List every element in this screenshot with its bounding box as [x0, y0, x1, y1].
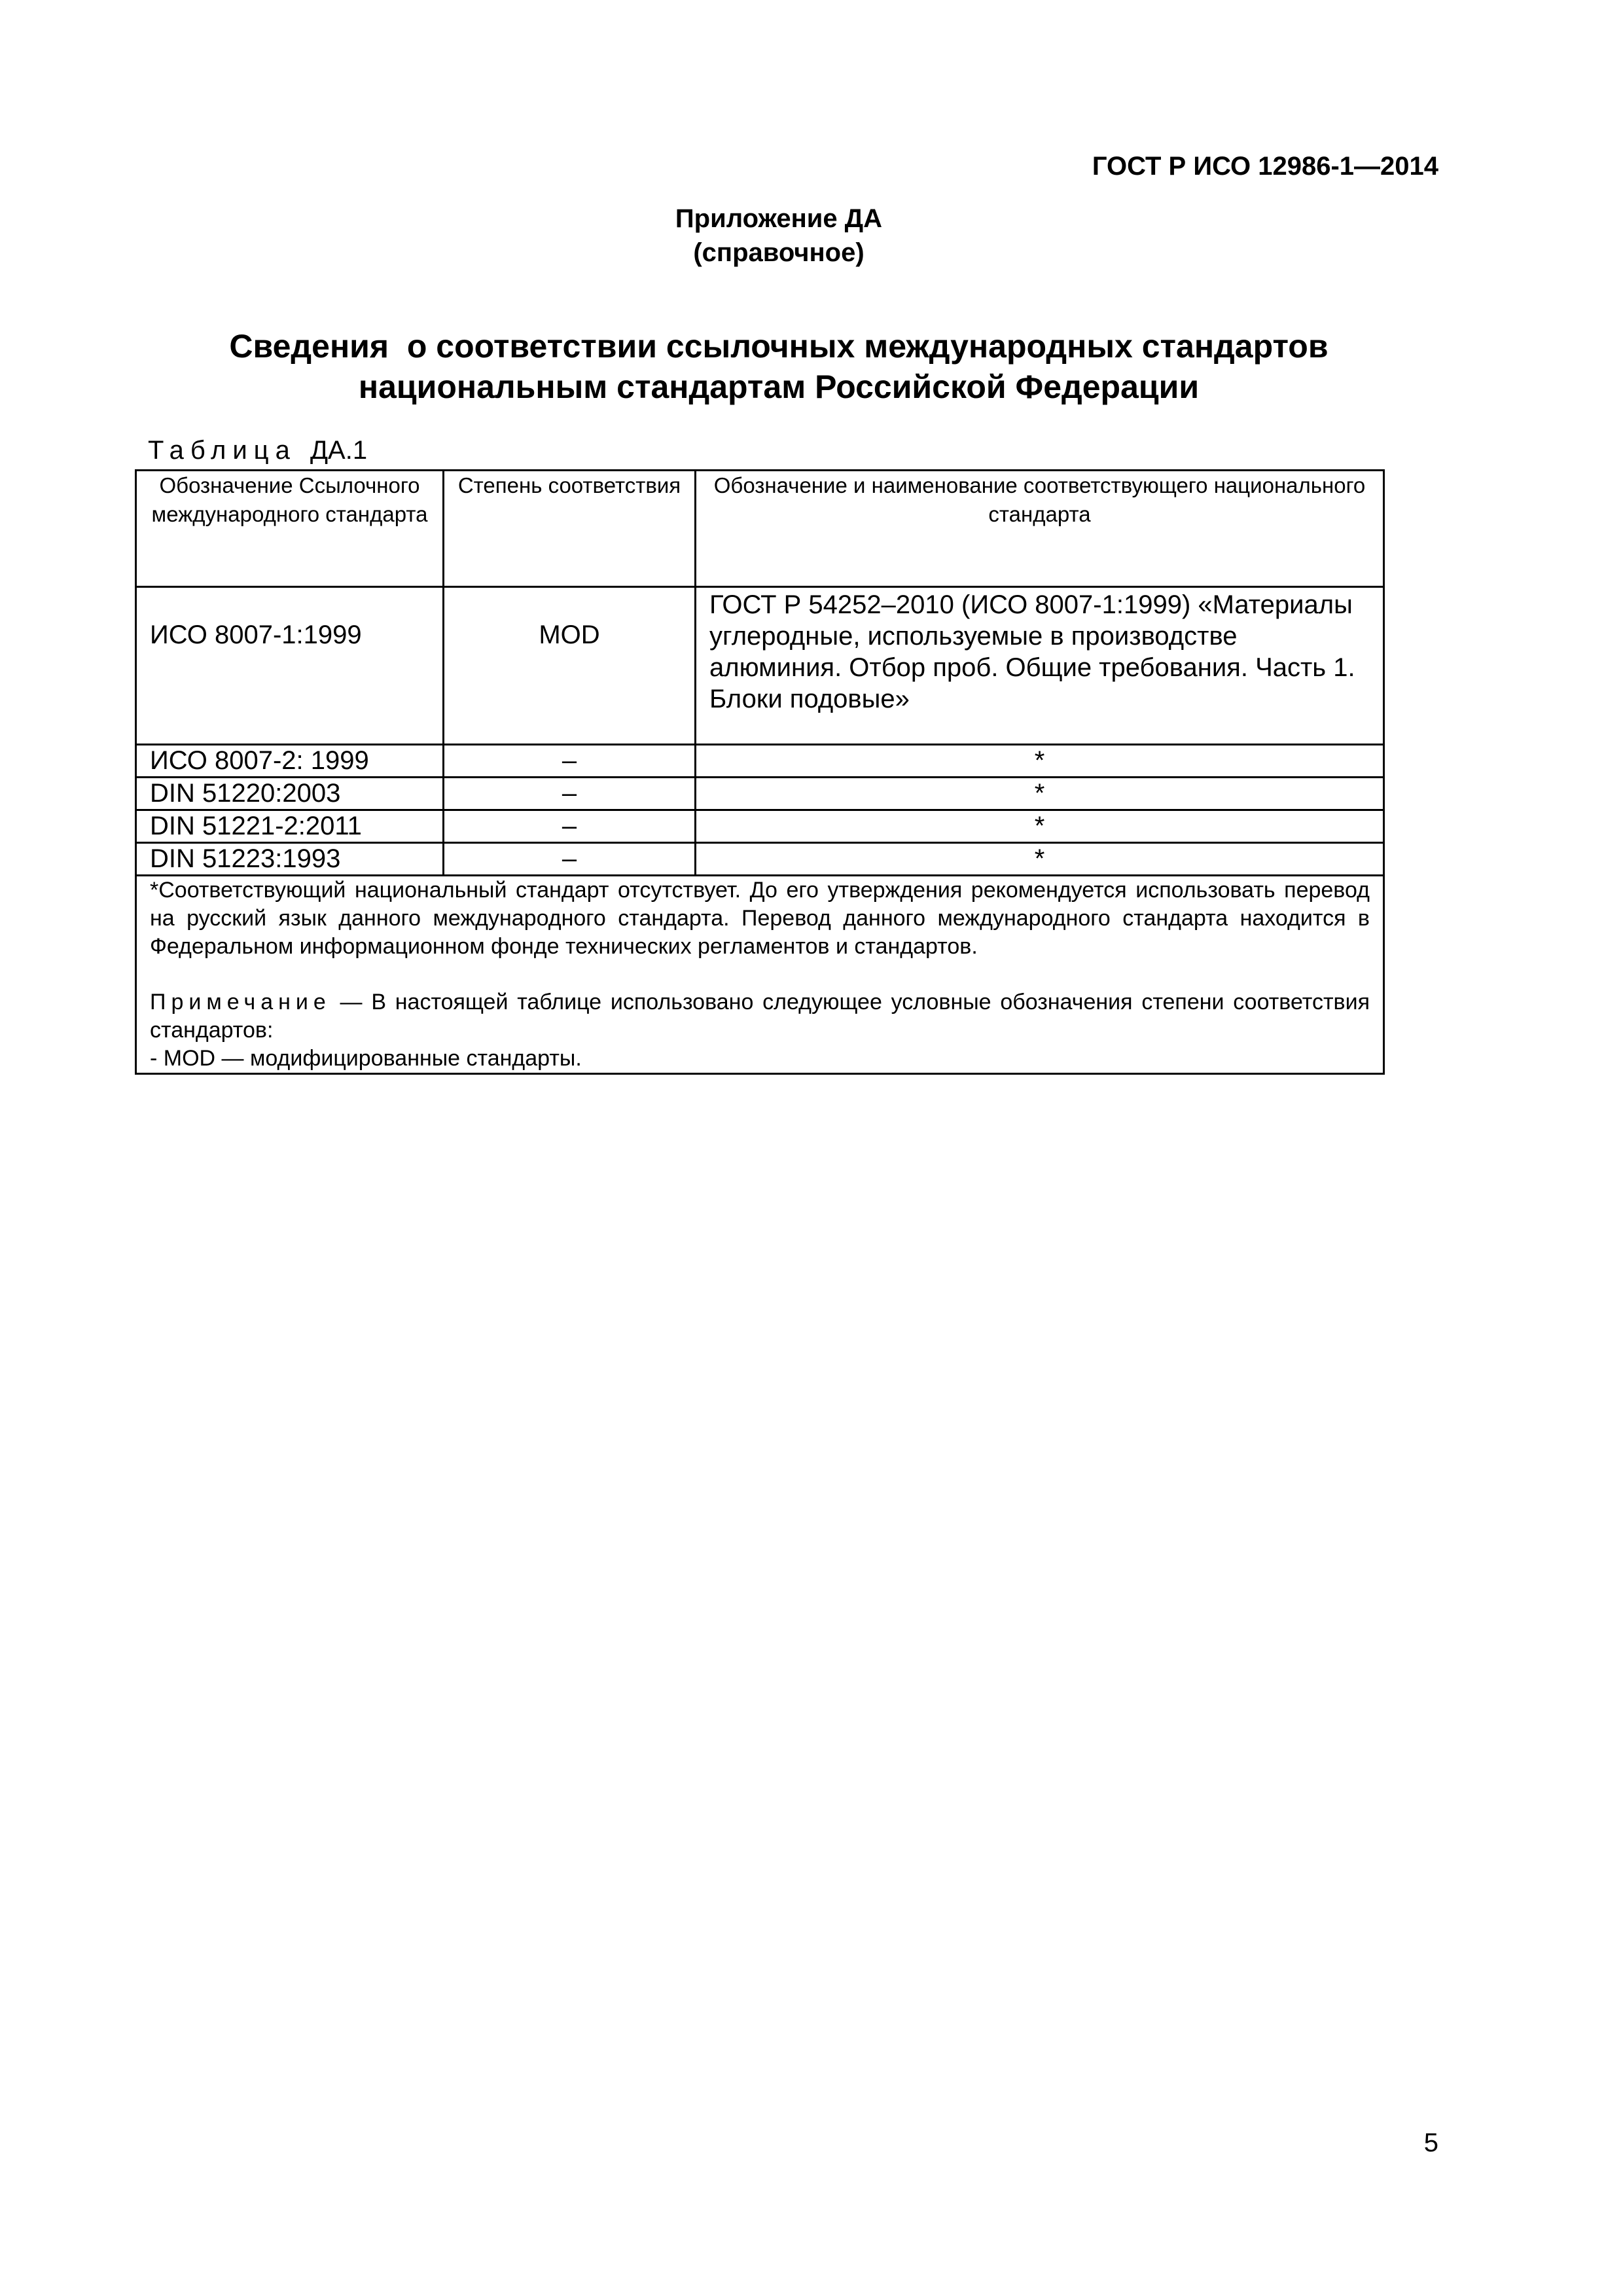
table-row: [136, 810, 1384, 843]
cell-national-standard: ГОСТ Р 54252–2010 (ИСО 8007-1:1999) «Материалы углеродные, используемые в производстве алюминия. Отбор проб. Общие требования. Часть 1. Блоки подовые»: [696, 587, 1384, 745]
cell-degree: –: [444, 778, 696, 810]
cell-degree: –: [444, 843, 696, 876]
document-title-line-1: Сведения о соответствии ссылочных международных стандартов: [229, 328, 1329, 365]
table-footnote-row: [136, 876, 1384, 1074]
cell-degree: MOD: [444, 587, 696, 745]
table-caption-number: ДА.1: [310, 436, 368, 465]
cell-intl-standard: ИСО 8007-2: 1999: [136, 745, 444, 778]
table-header-row: [136, 471, 1384, 587]
note-paragraph: [150, 988, 1370, 1045]
table-row: [136, 745, 1384, 778]
cell-national-standard: *: [696, 810, 1384, 843]
cell-degree: –: [444, 745, 696, 778]
note-text: — В настоящей таблице использовано следующее условные обозначения степени соответствия стандартов:: [150, 990, 1370, 1043]
document-title-line-2: национальным стандартам Российской Федерации: [358, 368, 1200, 405]
table-caption: [148, 436, 367, 465]
table-footnote-cell: [136, 876, 1384, 1074]
appendix-title: Приложение ДА: [675, 204, 883, 233]
cell-national-standard: *: [696, 745, 1384, 778]
document-title: [0, 326, 1558, 407]
cell-national-standard: *: [696, 843, 1384, 876]
cell-intl-standard: DIN 51223:1993: [136, 843, 444, 876]
table-row: [136, 778, 1384, 810]
note-label: Примечание: [150, 990, 331, 1014]
page-number: 5: [1423, 2128, 1438, 2157]
header-degree: Степень соответствия: [444, 471, 696, 587]
appendix-heading: [0, 202, 1558, 270]
appendix-type: (справочное): [693, 238, 865, 267]
table-caption-word: Таблица: [148, 436, 296, 465]
document-code: ГОСТ Р ИСО 12986-1—2014: [1092, 152, 1438, 181]
table-row: [136, 843, 1384, 876]
footnote-text: *Соответствующий национальный стандарт отсутствует. До его утверждения рекомендуется использовать перевод на русский язык данного международного стандарта. Перевод данного международного стандарта находится в Федеральном информационном фонде технических регламентов и стандартов.: [150, 878, 1370, 959]
header-national-standard: Обозначение и наименование соответствующего национального стандарта: [696, 471, 1384, 587]
note-item: - MOD — модифицированные стандарты.: [150, 1046, 582, 1071]
cell-intl-standard: ИСО 8007-1:1999: [136, 587, 444, 745]
correspondence-table: [135, 469, 1385, 1075]
cell-intl-standard: DIN 51221-2:2011: [136, 810, 444, 843]
cell-degree: –: [444, 810, 696, 843]
table-row: [136, 587, 1384, 745]
cell-national-standard: *: [696, 778, 1384, 810]
cell-intl-standard: DIN 51220:2003: [136, 778, 444, 810]
header-intl-standard: Обозначение Ссылочного международного стандарта: [136, 471, 444, 587]
